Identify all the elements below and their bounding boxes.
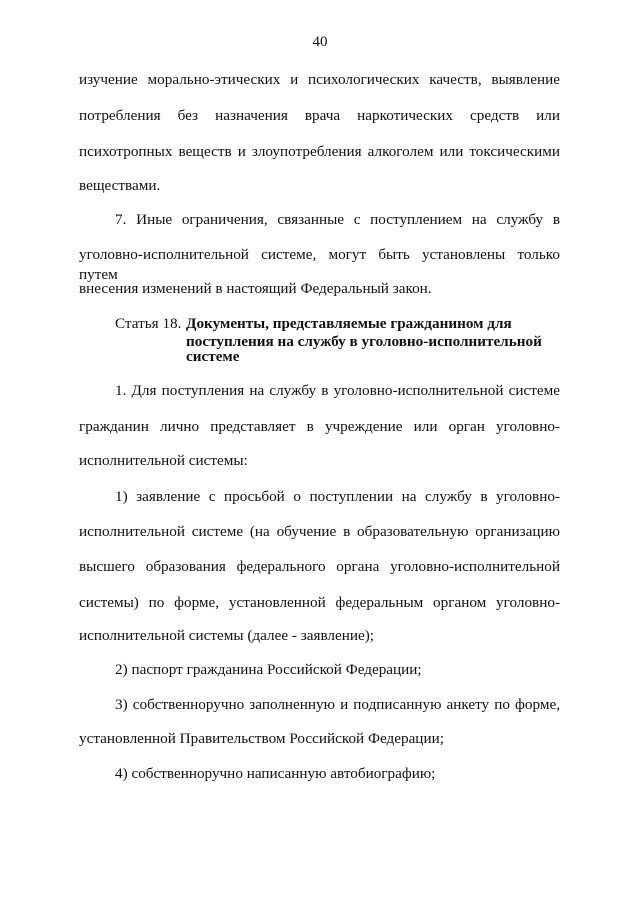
paragraph-line: исполнительной системы: [79,452,248,469]
paragraph-line: веществами. [79,177,161,194]
list-item-line: исполнительной системе (на обучение в образовательную организацию [79,523,560,540]
article-number: Статья 18. [115,315,182,332]
list-item-line: исполнительной системы (далее - заявление); [79,627,375,644]
paragraph-line: 7. Иные ограничения, связанные с поступлением на службу в [115,211,560,228]
list-item-line: установленной Правительством Российской Федерации; [79,730,444,747]
paragraph-line: изучение морально-этических и психологических качеств, выявление [79,71,560,88]
list-item-line: 1) заявление с просьбой о поступлении на службу в уголовно- [115,488,560,505]
article-title-line: поступления на службу в уголовно-исполнительной [186,333,542,350]
list-item-line: 4) собственноручно написанную автобиографию; [115,765,436,782]
paragraph-line: гражданин лично представляет в учреждение или орган уголовно- [79,418,560,435]
paragraph-line: потребления без назначения врача наркотических средств или [79,107,560,124]
paragraph-line: уголовно-исполнительной системе, могут быть установлены только путем [79,246,560,283]
paragraph-line: внесения изменений в настоящий Федеральный закон. [79,280,432,297]
list-item-line: 2) паспорт гражданина Российской Федерации; [115,661,422,678]
article-title-line: системе [186,348,240,365]
page-number: 40 [312,34,328,50]
list-item-line: высшего образования федерального органа уголовно-исполнительной [79,558,560,575]
list-item-line: системы) по форме, установленной федеральным органом уголовно- [79,594,560,611]
paragraph-line: 1. Для поступления на службу в уголовно-исполнительной системе [115,382,560,399]
article-title-line: Документы, представляемые гражданином для [186,315,512,332]
paragraph-line: психотропных веществ и злоупотребления алкоголем или токсическими [79,143,560,160]
list-item-line: 3) собственноручно заполненную и подписанную анкету по форме, [115,696,560,713]
